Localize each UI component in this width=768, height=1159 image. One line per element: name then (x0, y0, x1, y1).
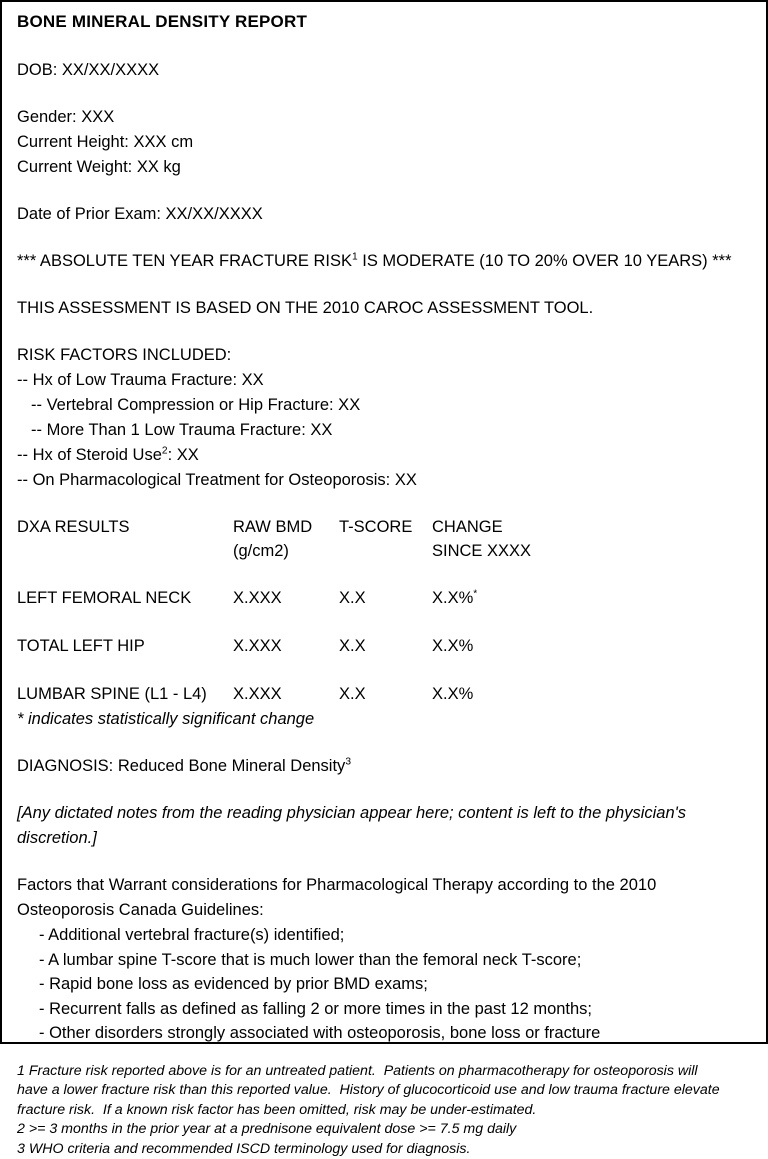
table-row (17, 586, 756, 611)
dictated-notes-placeholder: [Any dictated notes from the reading physician appear here; content is left to the physician's discretion.] (17, 801, 756, 851)
fracture-risk-footnote-marker: 1 (352, 252, 358, 263)
factors-list-item: - Other disorders strongly associated with osteoporosis, bone loss or fracture (17, 1021, 756, 1046)
dxa-results-table (17, 515, 756, 707)
date-of-prior-exam: Date of Prior Exam: XX/XX/XXXX (17, 202, 756, 227)
factors-intro-line-1: Factors that Warrant considerations for Pharmacological Therapy according to the 2010 (17, 873, 756, 898)
raw-bmd-value: X.XXX (233, 682, 339, 707)
column-header-dxa-results: DXA RESULTS (17, 515, 233, 540)
factors-intro-line-2: Osteoporosis Canada Guidelines: (17, 898, 756, 923)
factors-list-item: - Rapid bone loss as evidenced by prior BMD exams; (17, 972, 756, 997)
table-header-row (17, 515, 756, 540)
change-value (432, 634, 756, 659)
site-name: LUMBAR SPINE (L1 - L4) (17, 682, 233, 707)
site-name: TOTAL LEFT HIP (17, 634, 233, 659)
table-row-spacer (17, 611, 756, 634)
fracture-risk-prefix: *** ABSOLUTE TEN YEAR FRACTURE RISK (17, 252, 352, 270)
table-row-spacer (17, 563, 756, 586)
column-header-change: CHANGE (432, 515, 756, 540)
change-value-text: X.X% (432, 685, 473, 703)
factors-list-item: - A lumbar spine T-score that is much lower than the femoral neck T-score; (17, 948, 756, 973)
patient-gender: Gender: XXX (17, 105, 756, 130)
pharmacological-therapy-factors-section (17, 873, 756, 1046)
footnote-line: have a lower fracture risk than this reported value. History of glucocorticoid use and low trauma fracture elevate (17, 1081, 756, 1101)
risk-factor-steroid-use (17, 443, 756, 468)
footnote-line: fracture risk. If a known risk factor has been omitted, risk may be under-estimated. (17, 1101, 756, 1121)
site-name: LEFT FEMORAL NECK (17, 586, 233, 611)
patient-weight: Current Weight: XX kg (17, 155, 756, 180)
change-value (432, 682, 756, 707)
raw-bmd-value: X.XXX (233, 586, 339, 611)
risk-factor-item: -- Vertebral Compression or Hip Fracture: XX (17, 393, 756, 418)
risk-factor-item: -- More Than 1 Low Trauma Fracture: XX (17, 418, 756, 443)
risk-factor-pharmacological-treatment: -- On Pharmacological Treatment for Osteoporosis: XX (17, 468, 756, 493)
table-row (17, 634, 756, 659)
footnote-line: 2 >= 3 months in the prior year at a prednisone equivalent dose >= 7.5 mg daily (17, 1120, 756, 1140)
patient-demographics (17, 105, 756, 180)
diagnosis-line (17, 754, 756, 779)
t-score-value: X.X (339, 682, 432, 707)
risk-factor-item: -- Hx of Low Trauma Fracture: XX (17, 368, 756, 393)
diagnosis-text: DIAGNOSIS: Reduced Bone Mineral Density (17, 757, 345, 775)
column-header-dxa-results-sub (17, 540, 233, 563)
change-value-text: X.X% (432, 637, 473, 655)
risk-factors-section (17, 343, 756, 493)
column-header-change-since: SINCE XXXX (432, 540, 756, 563)
column-header-raw-bmd: RAW BMD (233, 515, 339, 540)
steroid-use-suffix: : XX (168, 446, 199, 464)
factors-list-item: - Recurrent falls as defined as falling 2 or more times in the past 12 months; (17, 997, 756, 1022)
significant-change-footnote: * indicates statistically significant change (17, 707, 756, 732)
t-score-value: X.X (339, 634, 432, 659)
footnotes-section (17, 1062, 756, 1159)
table-row-spacer (17, 659, 756, 682)
t-score-value: X.X (339, 586, 432, 611)
raw-bmd-value: X.XXX (233, 634, 339, 659)
change-value-text: X.X% (432, 589, 473, 607)
column-header-t-score: T-SCORE (339, 515, 432, 540)
footnote-line: 3 WHO criteria and recommended ISCD terminology used for diagnosis. (17, 1140, 756, 1159)
fracture-risk-suffix: IS MODERATE (10 TO 20% OVER 10 YEARS) *** (358, 252, 732, 270)
absolute-fracture-risk-statement (17, 249, 756, 274)
steroid-use-prefix: -- Hx of Steroid Use (17, 446, 162, 464)
column-header-t-score-sub (339, 540, 432, 563)
column-header-raw-bmd-units: (g/cm2) (233, 540, 339, 563)
patient-dob: DOB: XX/XX/XXXX (17, 58, 756, 83)
table-header-row-second-line (17, 540, 756, 563)
change-value (432, 586, 756, 611)
significant-change-marker: * (473, 589, 477, 600)
diagnosis-footnote-marker: 3 (345, 757, 351, 768)
assessment-tool-statement: THIS ASSESSMENT IS BASED ON THE 2010 CAROC ASSESSMENT TOOL. (17, 296, 756, 321)
page-title: BONE MINERAL DENSITY REPORT (17, 11, 756, 32)
footnote-line: 1 Fracture risk reported above is for an untreated patient. Patients on pharmacotherapy for osteoporosis will (17, 1062, 756, 1082)
steroid-use-footnote-marker: 2 (162, 446, 168, 457)
table-row (17, 682, 756, 707)
factors-list-item: - Additional vertebral fracture(s) identified; (17, 923, 756, 948)
patient-height: Current Height: XXX cm (17, 130, 756, 155)
risk-factors-heading: RISK FACTORS INCLUDED: (17, 343, 756, 368)
